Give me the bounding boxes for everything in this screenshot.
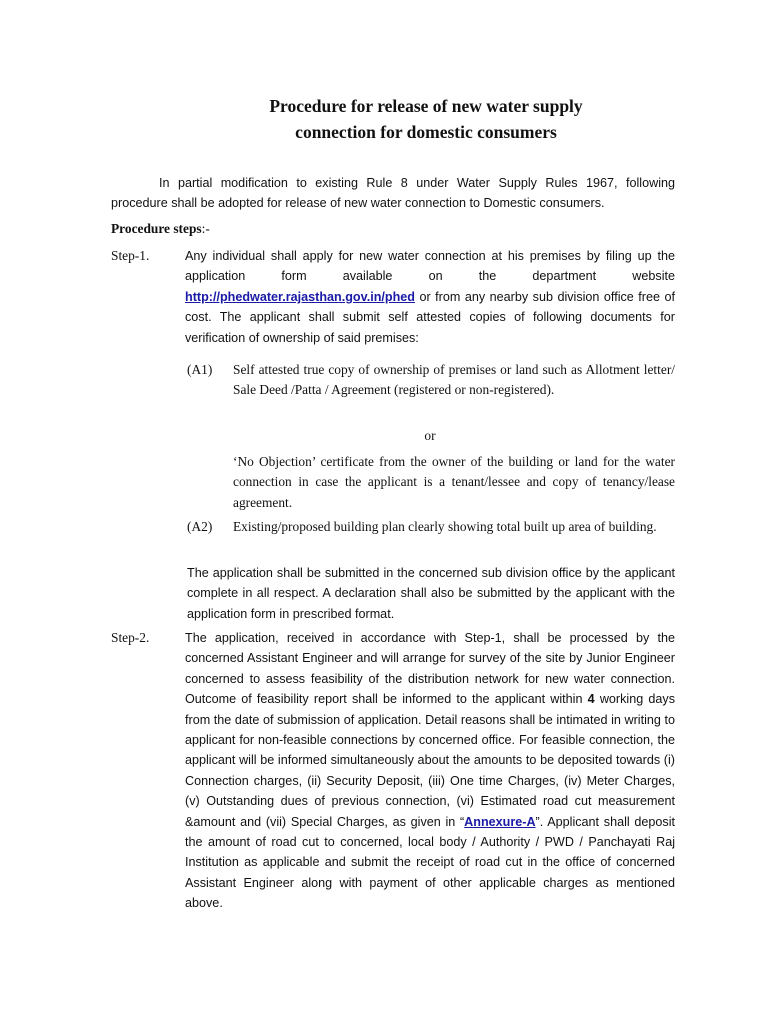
procedure-steps-suffix: :- [201,221,210,236]
title-line-2: connection for domestic consumers [295,122,557,142]
item-a1-label: (A1) [187,362,213,377]
step-2-text-part1: The application, received in accordance with Step-1, shall be processed by the concerned Assistant Engineer and will arrange for survey of the site by Junior Engineer concerned to assess feasibility of the distribution network for new water connection. Outcome of feasibility report shall be informed to the applicant within [185,631,675,707]
item-a1-text: Self attested true copy of ownership of premises or land such as Allotment letter/ Sale Deed /Patta / Agreement (registered or non-registered). [233,362,675,398]
step-1-label: Step-1. [111,248,150,263]
step-2-text-part2: working days from the date of submission of application. Detail reasons shall be intimated in writing to applicant for non-feasible connections by concerned office. For feasible connection, the applicant will be informed simultaneously about the amounts to be deposited towards (i) Connection charges, (ii) Security Deposit, (iii) One time Charges, (iv) Meter Charges, (v) Outstanding dues of previous connection, (vi) Estimated road cut measurement &amount and (vii) Special Charges, as given in “ [185,692,676,829]
procedure-steps-heading [111,219,210,239]
title-line-1: Procedure for release of new water supply [269,96,583,116]
step-2-label: Step-2. [111,630,150,645]
step-2-text-part3: ”. Applicant shall deposit the amount of road cut to concerned, local body / Authority / PWD / Panchayati Raj Institution as applicable and submit the receipt of road cut in the office of concerned Assistant Engineer along with payment of other applicable charges as mentioned above. [185,814,675,911]
or-separator: or [424,428,436,443]
item-a2-text: Existing/proposed building plan clearly showing total built up area of building. [233,519,657,534]
step-1-body [185,246,675,348]
step-2-days: 4 [587,692,595,707]
document-title [0,93,768,145]
step-1-text-before-link: Any individual shall apply for new water connection at his premises by filing up the application form available on the department website [185,249,675,284]
annexure-a-link[interactable]: Annexure-A [464,814,536,829]
submission-paragraph: The application shall be submitted in the concerned sub division office by the applicant complete in all respect. A declaration shall also be submitted by the applicant with the application form in prescribed format. [187,566,675,621]
procedure-steps-label: Procedure steps [111,221,202,236]
intro-text: In partial modification to existing Rule 8 under Water Supply Rules 1967, following procedure shall be adopted for release of new water connection to Domestic consumers. [111,176,675,211]
intro-paragraph [111,173,675,214]
item-a2-label: (A2) [187,519,213,534]
no-objection-text: ‘No Objection’ certificate from the owner of the building or land for the water connection in case the applicant is a tenant/lessee and copy of tenancy/lease agreement. [233,454,675,510]
phed-website-link[interactable]: http://phedwater.rajasthan.gov.in/phed [185,289,415,304]
step-1-text-after-link: or from any nearby sub division office free of cost. The applicant shall submit self attested copies of following documents for verification of ownership of said premises: [185,289,675,345]
step-2-body [185,628,675,914]
